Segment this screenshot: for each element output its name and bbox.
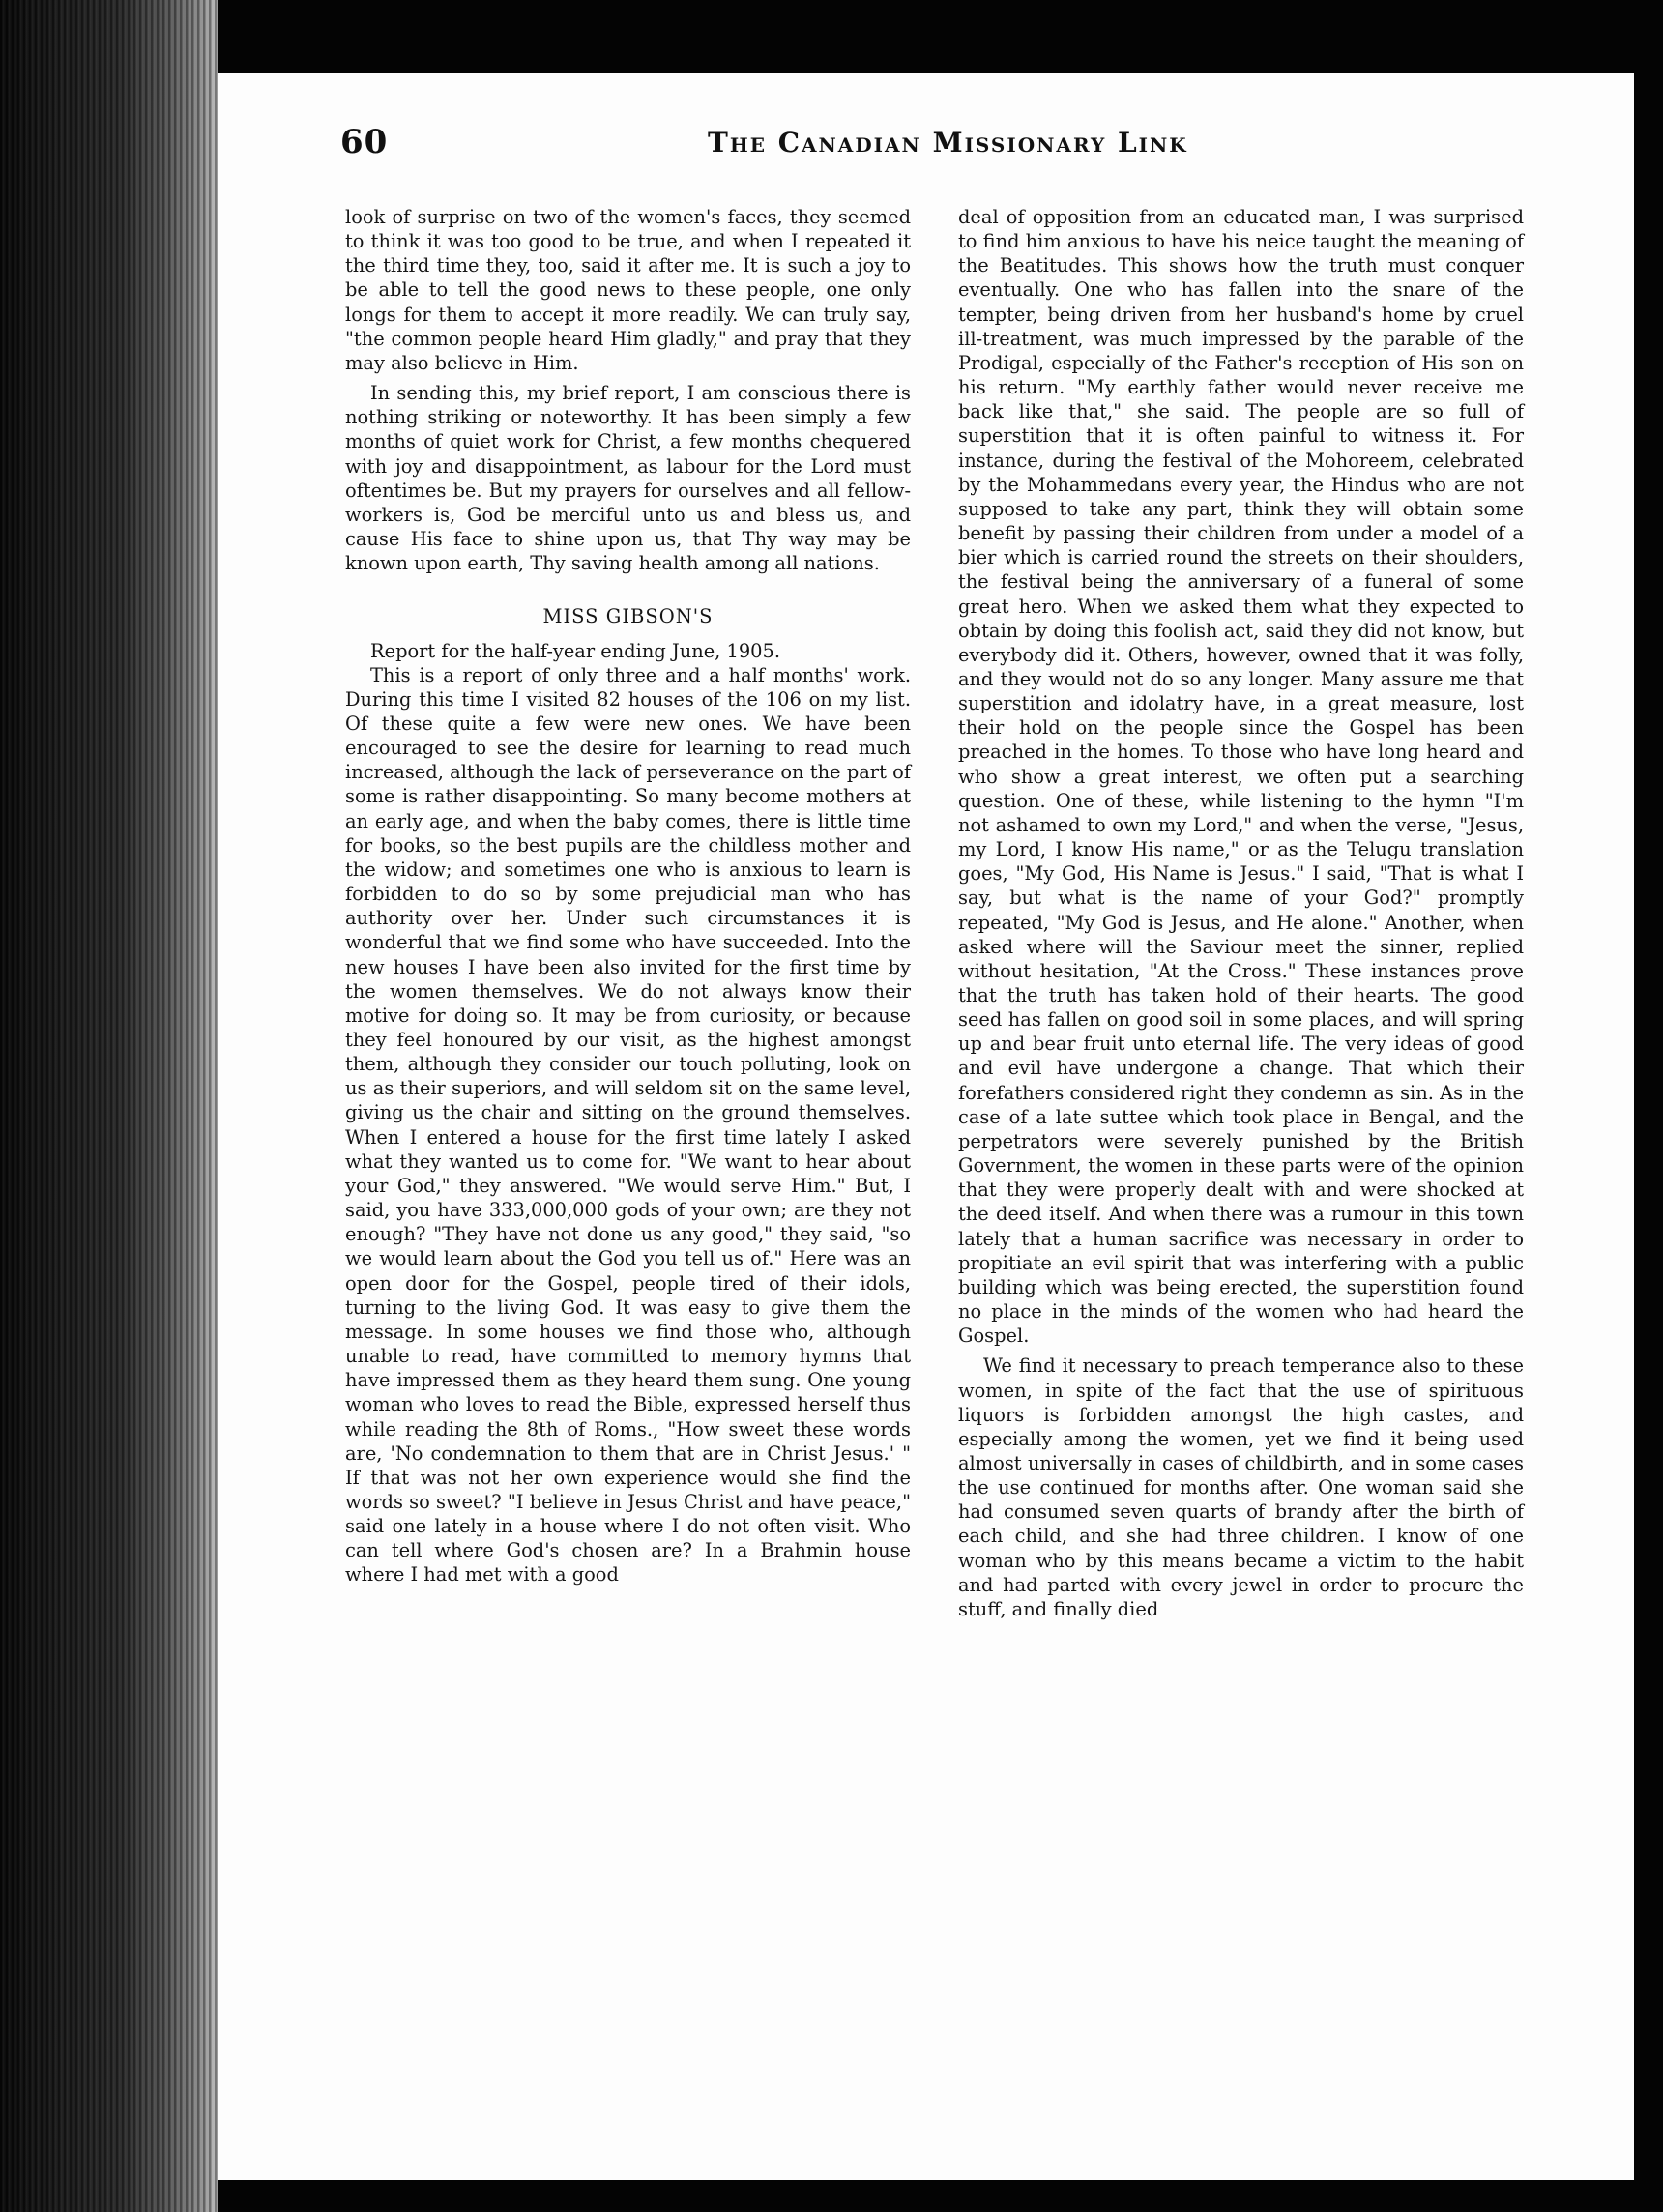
paragraph: deal of opposition from an educated man, I was surprised to find him anxious to have his neice taught the meaning of the Beatitudes. This shows how the truth must conquer eventually. One who has fallen into the snare of the tempter, being driven from her husband's home by cruel ill-treatment, was much impressed by the parable of the Prodigal, especially of the Father's reception of His son on his return. "My earthly father would never receive me back like that," she said. The people are so full of superstition that it is often painful to witness it. For instance, during the festival of the Mohoreem, celebrated by the Mohammedans every year, the Hindus who are not supposed to take any part, think they will obtain some benefit by passing their children from under a model of a bier which is carried round the streets on their shoulders, the festival being the anniversary of a funeral of some great hero. When we asked them what they expected to obtain by doing this foolish act, said they did not know, but everybody did it. Others, however, owned that it was folly, and they would not do so any longer. Many assure me that superstition and idolatry have, in a great measure, lost their hold on the people since the Gospel has been preached in the homes. To those who have long heard and who show a great interest, we often put a searching question. One of these, while listening to the hymn "I'm not ashamed to own my Lord," and when the verse, "Jesus, my Lord, I know His name," or as the Telugu translation goes, "My God, His Name is Jesus." I said, "That is what I say, but what is the name of your God?" promptly repeated, "My God is Jesus, and He alone." Another, when asked where will the Saviour meet the sinner, replied without hesitation, "At the Cross." These instances prove that the truth has taken hold of their hearts. The good seed has fallen on good soil in some places, and will spring up and bear fruit unto eternal life. The very ideas of good and evil have undergone a change. That which their forefathers considered right they condemn as sin. As in the case of a late suttee which took place in Bengal, and the perpetrators were severely punished by the British Government, the women in these parts were of the opinion that they were properly dealt with and were shocked at the deed itself. And when there was a rumour in this town lately that a human sacrifice was necessary in order to propitiate an evil spirit that was interfering with a public building which was being erected, the superstition found no place in the minds of the women who had heard the Gospel.: [958, 206, 1524, 1348]
report-subtitle: Report for the half-year ending June, 1905.: [370, 639, 781, 662]
book-page-edges: [0, 0, 218, 2212]
running-title: The Canadian Missionary Link: [708, 127, 1188, 159]
left-column: [345, 205, 911, 1593]
page-number: 60: [340, 123, 389, 161]
paragraph: In sending this, my brief report, I am conscious there is nothing striking or noteworthy. It has been simply a few months of quiet work for Christ, a few months chequered with joy and disappointment, as labour for the Lord must oftentimes be. But my prayers for ourselves and all fellow-workers is, God be merciful unto us and bless us, and cause His face to shine upon us, that Thy way may be known upon earth, Thy saving health among all nations.: [345, 382, 911, 575]
section-heading: MISS GIBSON'S: [542, 605, 714, 628]
paragraph: look of surprise on two of the women's faces, they seemed to think it was too good to be true, and when I repeated it the third time they, too, said it after me. It is such a joy to be able to tell the good news to these people, one only longs for them to accept it more readily. We can truly say, "the common people heard Him gladly," and pray that they may also believe in Him.: [345, 206, 911, 374]
paragraph: We find it necessary to preach temperance also to these women, in spite of the fact that the use of spirituous liquors is forbidden amongst the high castes, and especially among the women, yet we find it being used almost universally in cases of childbirth, and in some cases the use continued for months after. One woman said she had consumed seven quarts of brandy after the birth of each child, and she had three children. I know of one woman who by this means became a victim to the habit and had parted with every jewel in order to procure the stuff, and finally died: [958, 1354, 1524, 1620]
page-header: [340, 123, 1428, 181]
paragraph: This is a report of only three and a half months' work. During this time I visited 82 houses of the 106 on my list. Of these quite a few were new ones. We have been encouraged to see the desire for learning to read much increased, although the lack of perseverance on the part of some is rather disappointing. So many become mothers at an early age, and when the baby comes, there is little time for books, so the best pupils are the childless mother and the widow; and sometimes one who is anxious to learn is forbidden to do so by some prejudicial man who has authority over her. Under such circumstances it is wonderful that we find some who have succeeded. Into the new houses I have been also invited for the first time by the women themselves. We do not always know their motive for doing so. It may be from curiosity, or because they feel honoured by our visit, as the highest amongst them, although they consider our touch polluting, look on us as their superiors, and will seldom sit on the same level, giving us the chair and sitting on the ground themselves. When I entered a house for the first time lately I asked what they wanted us to come for. "We want to hear about your God," they answered. "We would serve Him." But, I said, you have 333,000,000 gods of your own; are they not enough? "They have not done us any good," they said, "so we would learn about the God you tell us of." Here was an open door for the Gospel, people tired of their idols, turning to the living God. It was easy to give them the message. In some houses we find those who, although unable to read, have committed to memory hymns that have impressed them as they heard them sung. One young woman who loves to read the Bible, expressed herself thus while reading the 8th of Roms., "How sweet these words are, 'No condemnation to them that are in Christ Jesus.' " If that was not her own experience would she find the words so sweet? "I believe in Jesus Christ and have peace," said one lately in a house where I do not often visit. Who can tell where God's chosen are? In a Brahmin house where I had met with a good: [345, 663, 911, 1586]
right-column: [958, 205, 1524, 1627]
document-page: [218, 73, 1634, 2180]
